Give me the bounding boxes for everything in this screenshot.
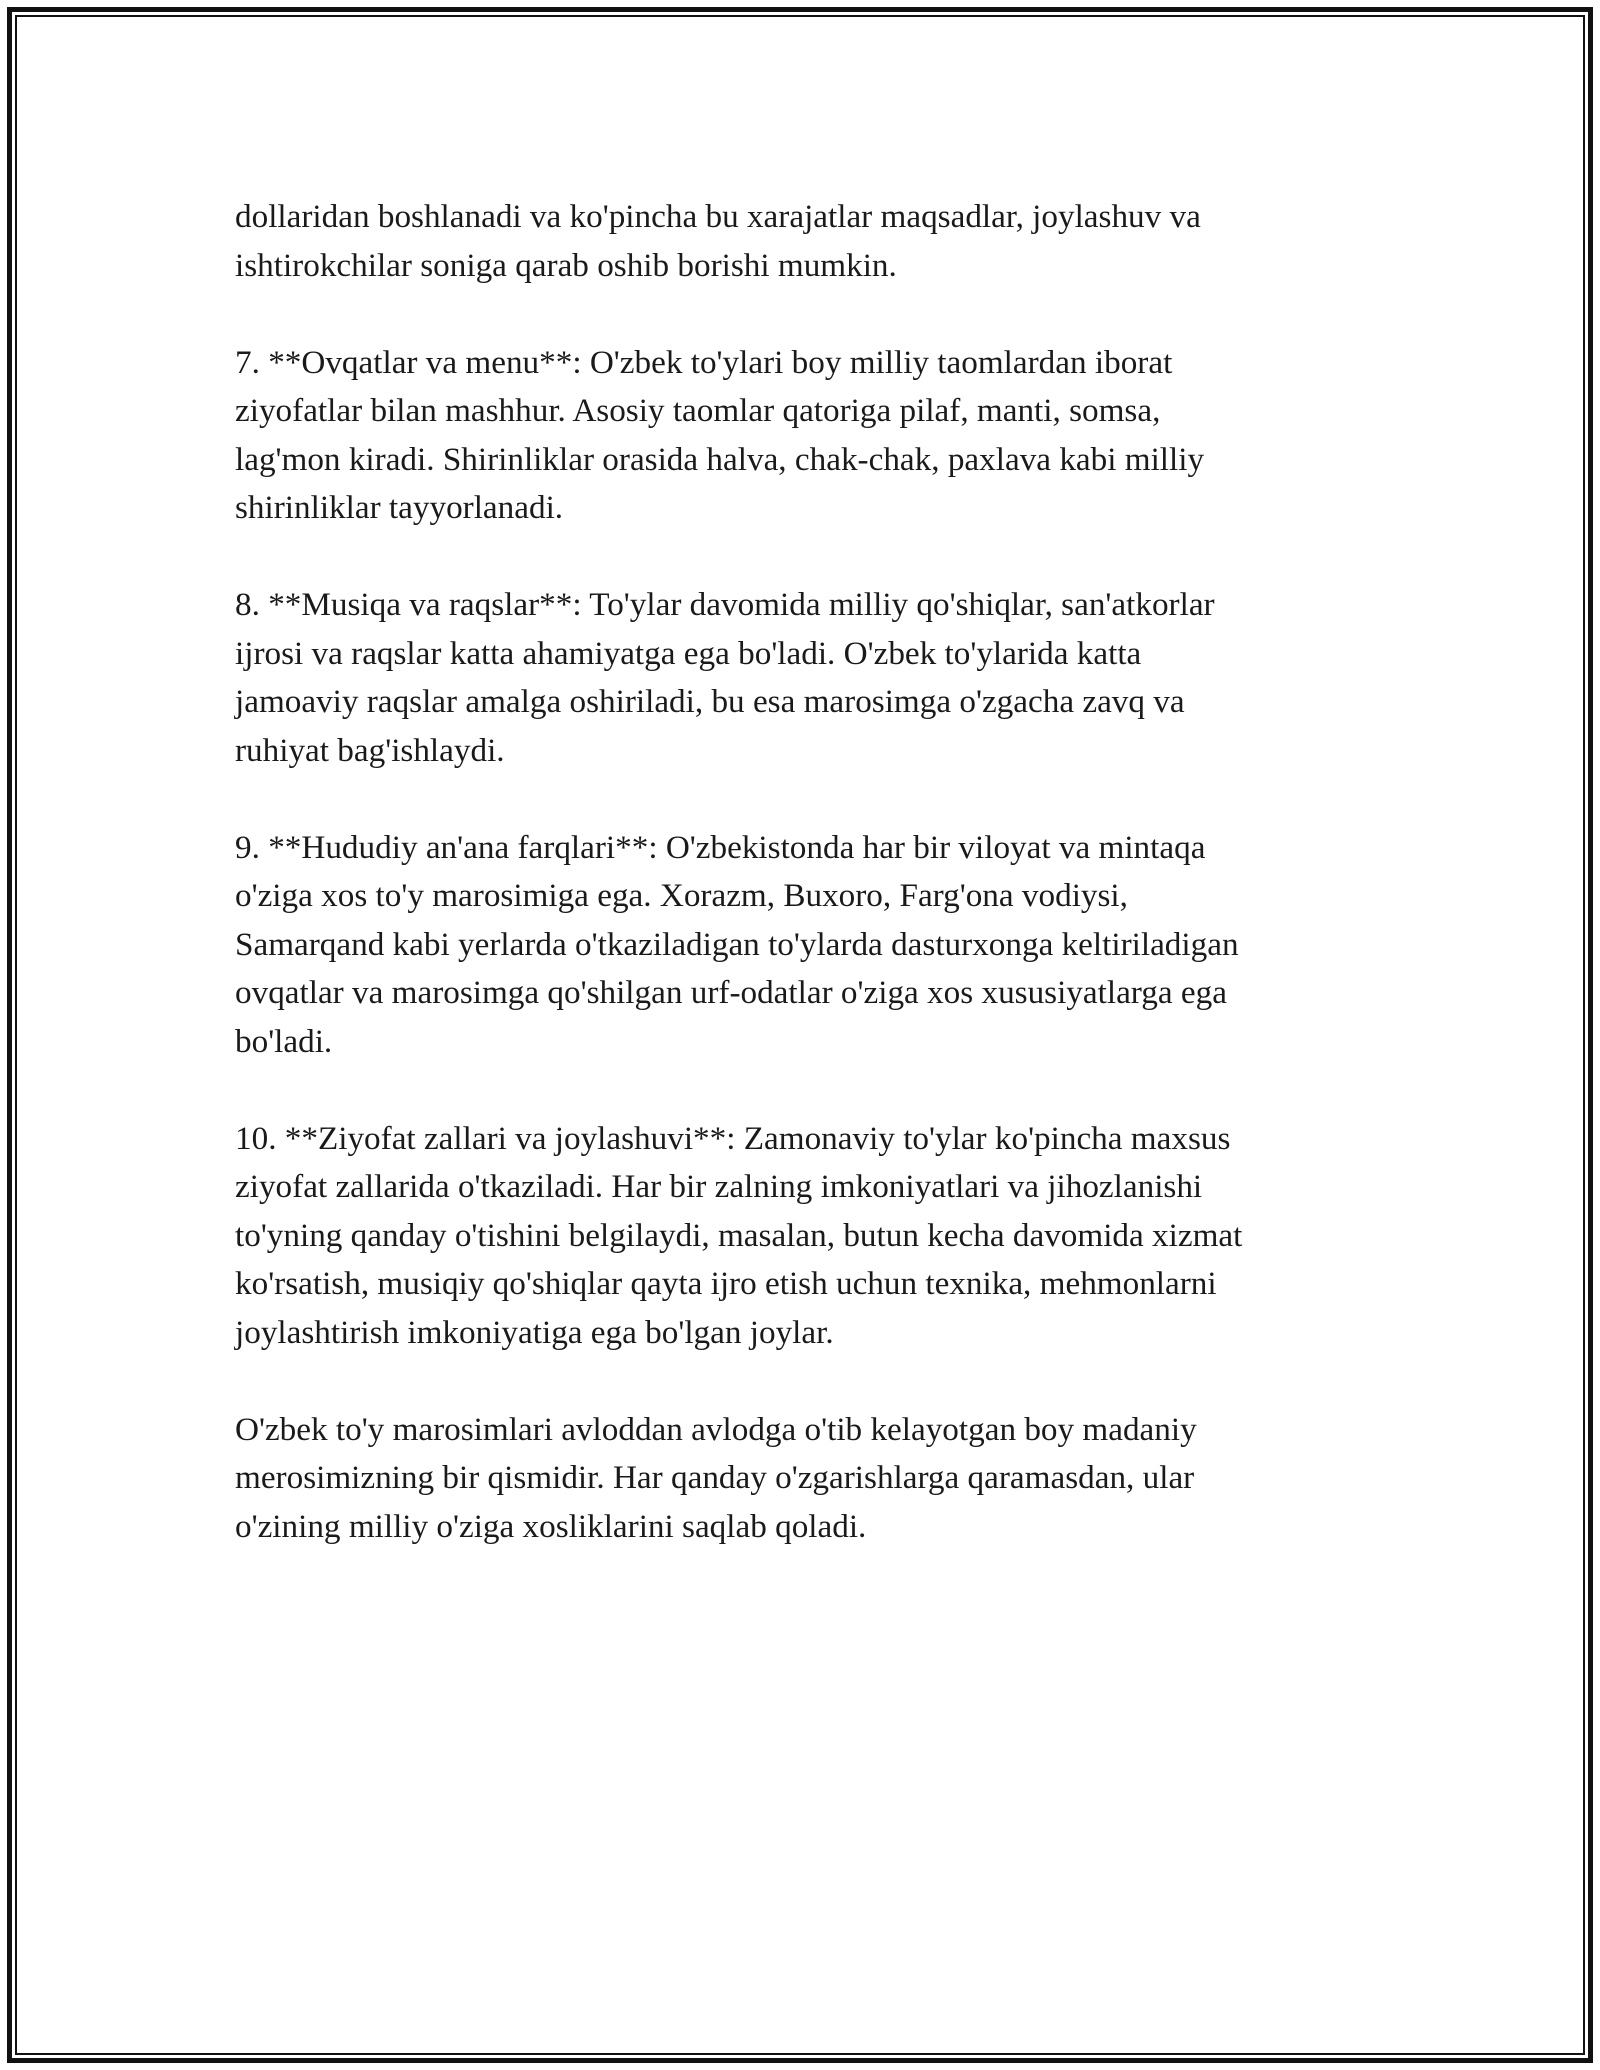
text-line: jamoaviy raqslar amalga oshiriladi, bu esa marosimga o'zgacha zavq va bbox=[235, 683, 1185, 720]
text-line: o'ziga xos to'y marosimiga ega. Xorazm, Buxoro, Farg'ona vodiysi, bbox=[235, 877, 1128, 914]
text-line: joylashtirish imkoniyatiga ega bo'lgan joylar. bbox=[235, 1313, 834, 1351]
paragraph-item-9 bbox=[235, 824, 1385, 1067]
page-frame bbox=[7, 7, 1593, 2063]
text-line: shirinliklar tayyorlanadi. bbox=[235, 489, 564, 526]
text-line: 8. **Musiqa va raqslar**: To'ylar davomida milliy qo'shiqlar, san'atkorlar bbox=[235, 586, 1215, 623]
text-line: ijrosi va raqslar katta ahamiyatga ega bo'ladi. O'zbek to'ylarida katta bbox=[235, 634, 1142, 672]
text-line: dollaridan boshlanadi va ko'pincha bu xarajatlar maqsadlar, joylashuv va bbox=[235, 198, 1201, 235]
text-line: Samarqand kabi yerlarda o'tkaziladigan to'ylarda dasturxonga keltiriladigan bbox=[235, 925, 1239, 963]
text-line: lag'mon kiradi. Shirinliklar orasida halva, chak-chak, paxlava kabi milliy bbox=[235, 440, 1205, 478]
text-line: ruhiyat bag'ishlaydi. bbox=[235, 731, 505, 769]
text-line: to'yning qanday o'tishini belgilaydi, masalan, butun kecha davomida xizmat bbox=[235, 1216, 1243, 1254]
paragraph-conclusion bbox=[235, 1406, 1385, 1552]
paragraph-item-8 bbox=[235, 581, 1385, 775]
text-line: 7. **Ovqatlar va menu**: O'zbek to'ylari boy milliy taomlardan iborat bbox=[235, 343, 1173, 381]
text-line: ziyofatlar bilan mashhur. Asosiy taomlar qatoriga pilaf, manti, somsa, bbox=[235, 392, 1161, 429]
text-line: ko'rsatish, musiqiy qo'shiqlar qayta ijro etish uchun texnika, mehmonlarni bbox=[235, 1265, 1217, 1302]
text-line: 9. **Hududiy an'ana farqlari**: O'zbekistonda har bir viloyat va mintaqa bbox=[235, 828, 1206, 866]
text-line: ziyofat zallarida o'tkaziladi. Har bir zalning imkoniyatlari va jihozlanishi bbox=[235, 1168, 1203, 1205]
text-line: bo'ladi. bbox=[235, 1022, 333, 1060]
text-line: O'zbek to'y marosimlari avloddan avlodga o'tib kelayotgan boy madaniy bbox=[235, 1410, 1197, 1448]
paragraph-item-7 bbox=[235, 339, 1385, 533]
text-line: 10. **Ziyofat zallari va joylashuvi**: Zamonaviy to'ylar ko'pincha maxsus bbox=[235, 1119, 1231, 1157]
paragraph-item-10 bbox=[235, 1115, 1385, 1358]
text-line: merosimizning bir qismidir. Har qanday o'zgarishlarga qaramasdan, ular bbox=[235, 1459, 1195, 1496]
document-body bbox=[235, 193, 1385, 1600]
paragraph-continuation bbox=[235, 193, 1385, 290]
text-line: o'zining milliy o'ziga xosliklarini saqlab qoladi. bbox=[235, 1507, 867, 1545]
text-line: ovqatlar va marosimga qo'shilgan urf-odatlar o'ziga xos xususiyatlarga ega bbox=[235, 974, 1227, 1011]
text-line: ishtirokchilar soniga qarab oshib borishi mumkin. bbox=[235, 246, 897, 284]
